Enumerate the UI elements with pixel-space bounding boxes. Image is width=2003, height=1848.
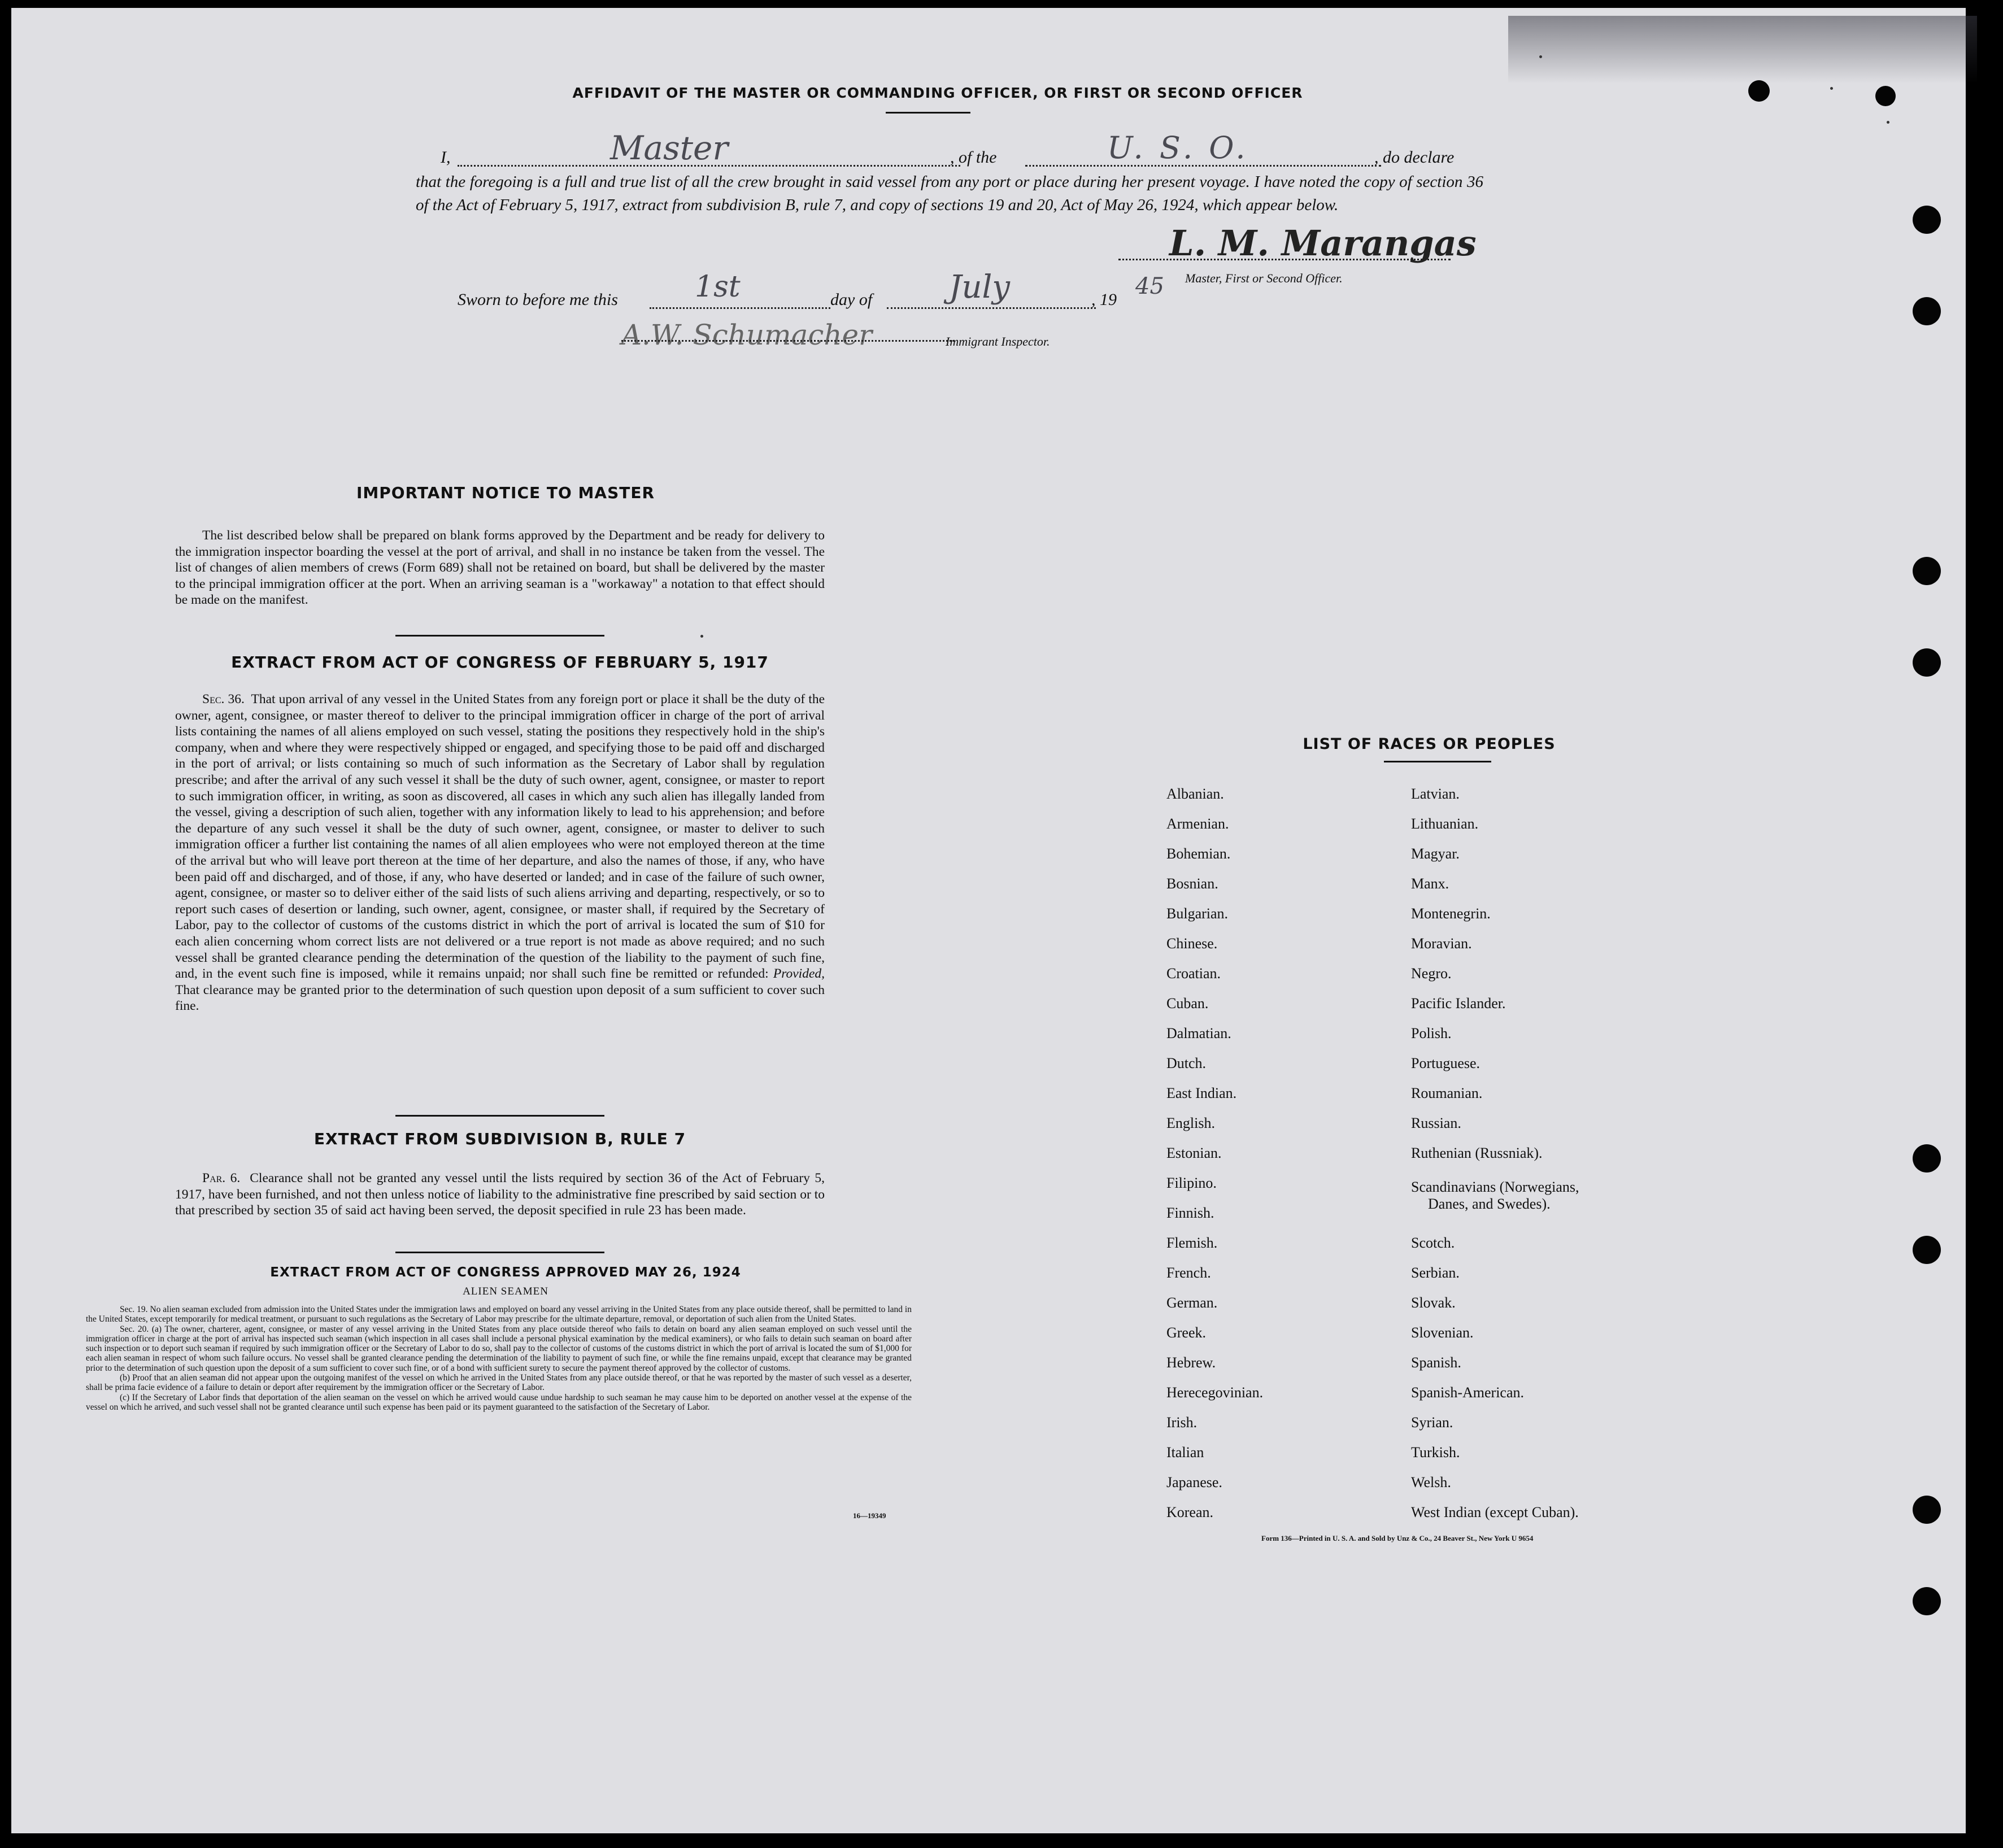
alien-seamen-subtitle: ALIEN SEAMEN <box>463 1285 548 1297</box>
rule-7-title: EXTRACT FROM SUBDIVISION B, RULE 7 <box>313 1130 686 1148</box>
race-item: Armenian. <box>1166 816 1229 832</box>
race-item: Herecegovinian. <box>1166 1384 1264 1401</box>
race-item: Bohemian. <box>1166 845 1231 862</box>
race-item: Albanian. <box>1166 786 1224 802</box>
section-36-text: That upon arrival of any vessel in the United States from any foreign port or place it shall be the duty of the owner, agent, consignee, or master thereof to deliver to the principal immigration officer in charge of the port of arrival lists containing the names of all aliens employed on such vessel, stating the positions they respectively hold in the ship's company, when and where they were respectively shipped or engaged, and specifying those to be paid off and discharged in the port of arrival; or lists containing so much of such information as the Secretary of Labor shall by regulation prescribe; and after the arrival of any such vessel it shall be the duty of such owner, agent, consignee, or master to report to such immigration officer, in writing, as soon as discovered, all cases in which any such alien has illegally landed from the vessel, giving a description of such alien, together with any information likely to lead to his apprehension; and before the departure of any such vessel it shall be the duty of such owner, agent, consignee, or master to deliver to such immigration officer a further list containing the names of all alien employees who were not employed thereon at the time of the arrival but who will leave port thereon at the time of her departure, and also the names of those, if any, who have been paid off and discharged, and of those, if any, who have deserted or landed; and in case of the failure of such owner, agent, consignee, or master so to deliver either of the said lists of such aliens arriving and departing, respectively, or so to report such cases of desertion or landing, such owner, agent, consignee, or master shall, if required by the Secretary of Labor, pay to the collector of customs of the customs district in which the port of arrival is located the sum of $10 for each alien concerning whom correct lists are not delivered or a true report is not made as above required; and no such vessel shall be granted clearance pending the determination of the question of the liability to the payment of such fine, and, in the event such fine is imposed, while it remains unpaid; nor shall such fine be remitted or refunded: <box>175 692 825 982</box>
day-handwritten: 1st <box>695 270 741 304</box>
provided-label: Provided, <box>773 966 825 982</box>
affidavit-body: that the foregoing is a full and true list of all the crew brought in said vessel from any port or place during her present voyage. I have noted the copy of section 36 of the Act of February 5, 1917, extract from subdivision B, rule 7, and copy of sections 19 and 20, Act of May 26, 1924, which appear below. <box>416 173 1483 214</box>
print-code: 16—19349 <box>853 1511 886 1520</box>
binder-hole <box>1913 648 1941 677</box>
race-item: Negro. <box>1411 965 1452 982</box>
month-handwritten: July <box>949 269 1011 306</box>
race-item: English. <box>1166 1115 1215 1131</box>
race-item: Ruthenian (Russniak). <box>1411 1145 1543 1161</box>
vessel-handwritten: U. S. O. <box>1107 130 1249 165</box>
race-item: Spanish. <box>1411 1354 1461 1371</box>
extract-1924-title: EXTRACT FROM ACT OF CONGRESS APPROVED MAY 26, 1924 <box>270 1265 741 1280</box>
race-item: Lithuanian. <box>1411 816 1479 832</box>
race-item: Polish. <box>1411 1025 1452 1041</box>
par-6-text: Clearance shall not be granted any vessel until the lists required by section 36 of the Act of February 5, 1917, have been furnished, and not then unless notice of liability to the administrative fine prescribed by said section or to that prescribed by section 35 of said act having been served, the deposit specified in rule 23 has been made. <box>175 1171 825 1218</box>
race-item: Spanish-American. <box>1411 1384 1525 1401</box>
race-item: West Indian (except Cuban). <box>1411 1504 1579 1520</box>
binder-hole <box>1913 1587 1941 1615</box>
signature-caption: Master, First or Second Officer. <box>1185 271 1343 285</box>
notice-title: IMPORTANT NOTICE TO MASTER <box>356 483 655 502</box>
notice-body: The list described below shall be prepared on blank forms approved by the Department and be ready for delivery to the immigration inspector boarding the vessel at the port of arrival, and shall in no instance be taken from the vessel. The list of changes of alien members of crews (Form 689) shall not be retained on board, but shall be delivered by the master to the principal immigration officer at the port. When an arriving seaman is a "workaway" a notation to that effect should be made on the manifest. <box>175 528 825 608</box>
affidavit-i-label: I, <box>441 148 451 167</box>
year-handwritten: 45 <box>1135 273 1164 299</box>
race-item: Filipino. <box>1166 1175 1217 1191</box>
binder-hole <box>1748 80 1770 102</box>
divider <box>395 635 604 637</box>
race-item: Hebrew. <box>1166 1354 1216 1371</box>
race-item: Montenegrin. <box>1411 905 1491 922</box>
extract-1917-body <box>175 691 825 1014</box>
of-the-label: , of the <box>950 148 997 167</box>
speck <box>1887 121 1889 124</box>
binder-hole <box>1913 1496 1941 1524</box>
race-item: French. <box>1166 1265 1211 1281</box>
inspector-line <box>621 339 955 342</box>
section-36-text-end: That clearance may be granted prior to the determination of such question upon deposit of a sum sufficient to cover such fine. <box>175 982 825 1014</box>
race-item: Croatian. <box>1166 965 1221 982</box>
binder-hole <box>1913 206 1941 234</box>
race-item: Turkish. <box>1411 1444 1460 1461</box>
race-item: Portuguese. <box>1411 1055 1481 1071</box>
par-6-label: Par. 6. <box>202 1171 241 1185</box>
race-item: Italian <box>1166 1444 1204 1461</box>
binder-hole <box>1913 1144 1941 1173</box>
race-item: Manx. <box>1411 875 1449 892</box>
year-prefix: , 19 <box>1091 290 1117 309</box>
race-item: Magyar. <box>1411 845 1460 862</box>
race-item: Dalmatian. <box>1166 1025 1231 1041</box>
race-item: Moravian. <box>1411 935 1472 952</box>
signature-line <box>1118 258 1451 260</box>
extract-1917-title: EXTRACT FROM ACT OF CONGRESS OF FEBRUARY 5, 1917 <box>231 653 769 672</box>
form-footer: Form 136—Printed in U. S. A. and Sold by Unz & Co., 24 Beaver St., New York U 9654 <box>1261 1534 1534 1542</box>
race-item: Dutch. <box>1166 1055 1207 1071</box>
race-item: Latvian. <box>1411 786 1460 802</box>
race-item: Slovak. <box>1411 1295 1456 1311</box>
race-item: Finnish. <box>1166 1205 1214 1221</box>
do-declare-label: , do declare <box>1374 148 1455 167</box>
inspector-caption: Immigrant Inspector. <box>946 334 1050 348</box>
race-item: Welsh. <box>1411 1474 1451 1490</box>
race-item: Slovenian. <box>1411 1324 1474 1341</box>
race-item: Pacific Islander. <box>1411 995 1506 1012</box>
master-signature: L. M. Marangas <box>1169 223 1477 264</box>
race-item: Flemish. <box>1166 1235 1218 1251</box>
races-title: LIST OF RACES OR PEOPLES <box>1303 735 1556 753</box>
race-item: Greek. <box>1166 1324 1207 1341</box>
sworn-label: Sworn to before me this <box>458 290 618 309</box>
inspector-signature: A.W. Schumacher <box>621 319 873 351</box>
race-item: Chinese. <box>1166 935 1218 952</box>
section-36-label: Sec. 36. <box>202 692 245 707</box>
master-handwritten: Master <box>610 129 729 167</box>
race-item: Scotch. <box>1411 1235 1455 1251</box>
binder-hole <box>1913 557 1941 585</box>
race-item: Syrian. <box>1411 1414 1453 1431</box>
speck <box>700 635 703 638</box>
race-item: Serbian. <box>1411 1265 1460 1281</box>
race-item: Bosnian. <box>1166 875 1218 892</box>
race-item: Danes, and Swedes). <box>1428 1196 1551 1212</box>
day-of-label: day of <box>830 290 873 309</box>
section-19: Sec. 19. No alien seaman excluded from admission into the United States under the immigration laws and employed on board any vessel arriving in the United States from any place outside thereof, shall be permitted to land in the United States, except temporarily for medical treatment, or pursuant to such regulations as the Secretary of Labor may prescribe for the ultimate departure, removal, or deportation of such alien from the United States. <box>86 1305 912 1324</box>
race-item: Russian. <box>1411 1115 1461 1131</box>
race-item: Korean. <box>1166 1504 1214 1520</box>
section-20c: (c) If the Secretary of Labor finds that deportation of the alien seaman on the vessel on which he arrived would cause undue hardship to such seaman he may cause him to be deported on another vessel at the expense of the vessel on which he arrived, and such vessel shall not be granted clearance until such expense has been paid or its payment guaranteed to the satisfaction of the Secretary of Labor. <box>86 1392 912 1412</box>
title-divider <box>886 112 970 114</box>
binder-hole <box>1913 1236 1941 1264</box>
extract-1924-body <box>86 1305 912 1412</box>
race-item: East Indian. <box>1166 1085 1237 1101</box>
binder-hole <box>1913 297 1941 325</box>
race-item: Japanese. <box>1166 1474 1222 1490</box>
races-divider <box>1384 761 1491 762</box>
paper-sheet <box>11 8 1966 1833</box>
affidavit-title: AFFIDAVIT OF THE MASTER OR COMMANDING OFFICER, OR FIRST OR SECOND OFFICER <box>572 85 1303 101</box>
scan-smudge <box>1508 16 1977 84</box>
race-item: German. <box>1166 1295 1218 1311</box>
speck <box>1539 55 1542 58</box>
divider <box>395 1252 604 1253</box>
rule-7-body <box>175 1170 825 1219</box>
race-item: Cuban. <box>1166 995 1209 1012</box>
race-item: Roumanian. <box>1411 1085 1483 1101</box>
race-item: Estonian. <box>1166 1145 1222 1161</box>
race-item: Bulgarian. <box>1166 905 1229 922</box>
race-item: Irish. <box>1166 1414 1198 1431</box>
section-20b: (b) Proof that an alien seaman did not appear upon the outgoing manifest of the vessel on which he arrived in the United States from any place outside thereof, or that he was reported by the master of such vessel as a deserter, shall be prima facie evidence of a failure to detain or deport after requirement by the immigration officer or the Secretary of Labor. <box>86 1373 912 1393</box>
speck <box>1830 87 1833 90</box>
binder-hole <box>1875 86 1896 106</box>
divider <box>395 1115 604 1117</box>
race-item: Scandinavians (Norwegians, <box>1411 1179 1579 1195</box>
section-20a: Sec. 20. (a) The owner, charterer, agent, consignee, or master of any vessel arriving in the United States from any place outside thereof who fails to detain on board any alien seaman employed on such vessel until the immigration officer in charge at the port of arrival has inspected such seaman (which inspection in all cases shall include a personal physical examination by the medical examiners), or who fails to detain such seaman on board after such inspection or to deport such seaman if required by such immigration officer or the Secretary of Labor to do so, shall pay to the collector of customs of the customs district in which the port of arrival is located the sum of $1,000 for each alien seaman in respect of whom such failure occurs. No vessel shall be granted clearance pending the determination of the liability to payment of such fine, or while the fine remains unpaid, except that clearance may be granted prior to the determination of such question upon the deposit of a sum sufficient to cover such fine, or of a bond with sufficient surety to secure the payment thereof approved by the collector of customs. <box>86 1324 912 1373</box>
